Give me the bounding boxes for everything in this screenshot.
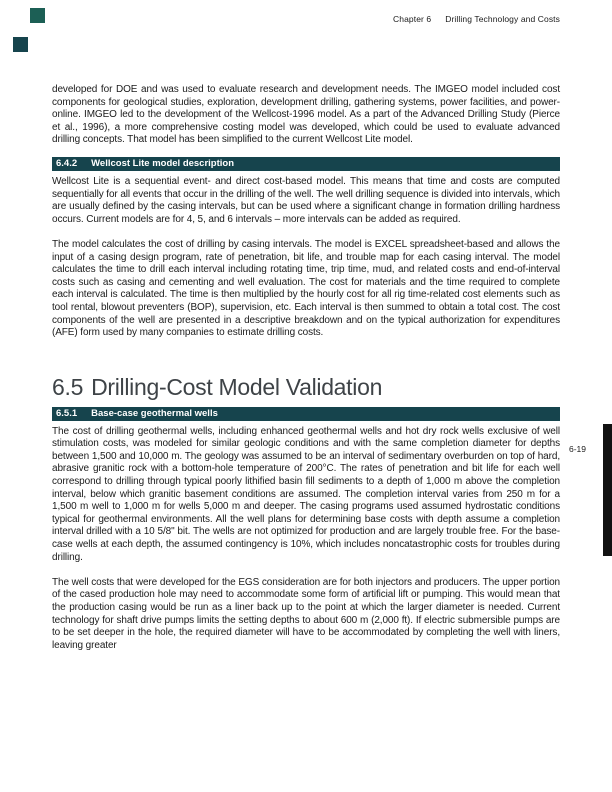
section-label: Base-case geothermal wells [91, 408, 218, 420]
paragraph-642-2: The model calculates the cost of drilling by casing intervals. The model is EXCEL spreadsheet-based and allows the input of a casing design program, rate of penetration, bit life, and trouble map for each casing interval. The model calculates the time to drill each interval including rotating time, trip time, mud, and related costs and end-of-interval costs such as casing and cementing and well evaluation. The cost for materials and the time required to complete each interval is calculated. The time is then multiplied by the hourly cost for all rig time-related cost elements such as tool rental, blowout preventers (BOP), supervision, etc. Each interval is then summed to obtain a total cost. The cost components of the well are presented in a descriptive breakdown and on the typical authorization for expenditures (AFE) form used by many companies to estimate drilling costs. [52, 238, 560, 339]
paragraph-651-2: The well costs that were developed for the EGS consideration are for both injectors and producers. The upper portion of the cased production hole may need to accommodate some form of artificial lift or pumping. This would mean that the production casing would be run as a liner back up to the point at which the larger diameter is needed. Current technology for shaft drive pumps limits the setting depths to about 600 m (2,000 ft). If electric submersible pumps are to be set deeper in the hole, the required diameter will have to be accommodated by completing the well with liners, leaving greater [52, 576, 560, 651]
major-heading-title: Drilling-Cost Model Validation [91, 373, 383, 400]
paragraph-642-1: Wellcost Lite is a sequential event- and direct cost-based model. This means that time and costs are computed sequentially for all events that occur in the drilling of the well. The well drilling sequence is divided into intervals, which are usually defined by the casing intervals, but can be used where a significant change in formation drilling hardness occurs. Current models are for 4, 5, and 6 intervals – more intervals can be added as required. [52, 175, 560, 225]
running-header-title: Drilling Technology and Costs [445, 14, 560, 24]
page-number: 6-19 [568, 444, 586, 454]
chapter-side-tab [603, 424, 612, 556]
decorative-square-top-icon [30, 8, 45, 23]
section-heading-6-5-1 [52, 407, 560, 421]
paragraph-651-1: The cost of drilling geothermal wells, including enhanced geothermal wells and hot dry rock wells exclusive of well stimulation costs, was modeled for similar geologic conditions and with the same completion diameter for depths between 1,500 and 10,000 m. The geology was assumed to be an interval of sedimentary overburden on top of hard, abrasive granitic rock with a bottom-hole temperature of 200°C. The rates of penetration and bit life for each well correspond to drilling through typical poorly lithified basin fill sediments to a depth of 1,000 m above the completion interval, below which granitic basement conditions are assumed. The completion interval varies from 250 m for a 1,500 m well to 1,000 m for wells 5,000 m and deeper. The casing programs used assumed hydrostatic conditions typical for geothermal environments. All the well plans for determining base costs with depth assume a completion interval drilled with a 10 5/8" bit. The wells are not optimized for production and are largely trouble free. For the base-case wells at each depth, the assumed contingency is 10%, which includes noncatastrophic costs for troubles during drilling. [52, 425, 560, 563]
running-header [393, 14, 560, 24]
major-heading-number: 6.5 [52, 373, 84, 400]
section-number: 6.4.2 [56, 158, 78, 170]
decorative-square-bottom-icon [13, 37, 28, 52]
section-heading-6-4-2 [52, 157, 560, 171]
section-heading-6-5 [52, 374, 560, 401]
text-column [52, 84, 560, 652]
paragraph-intro: developed for DOE and was used to evaluate research and development needs. The IMGEO model included cost components for geological studies, exploration, development drilling, gathering systems, power facilities, and power-online. IMGEO led to the development of the Wellcost-1996 model. As a part of the Advanced Drilling Study (Pierce et al., 1996), a more comprehensive costing model was developed, which could be used to evaluate advanced drilling concepts. That model has been simplified to the current Wellcost Lite model. [52, 84, 560, 146]
running-header-chapter: Chapter 6 [393, 14, 432, 24]
section-number: 6.5.1 [56, 408, 78, 420]
section-label: Wellcost Lite model description [91, 158, 235, 170]
